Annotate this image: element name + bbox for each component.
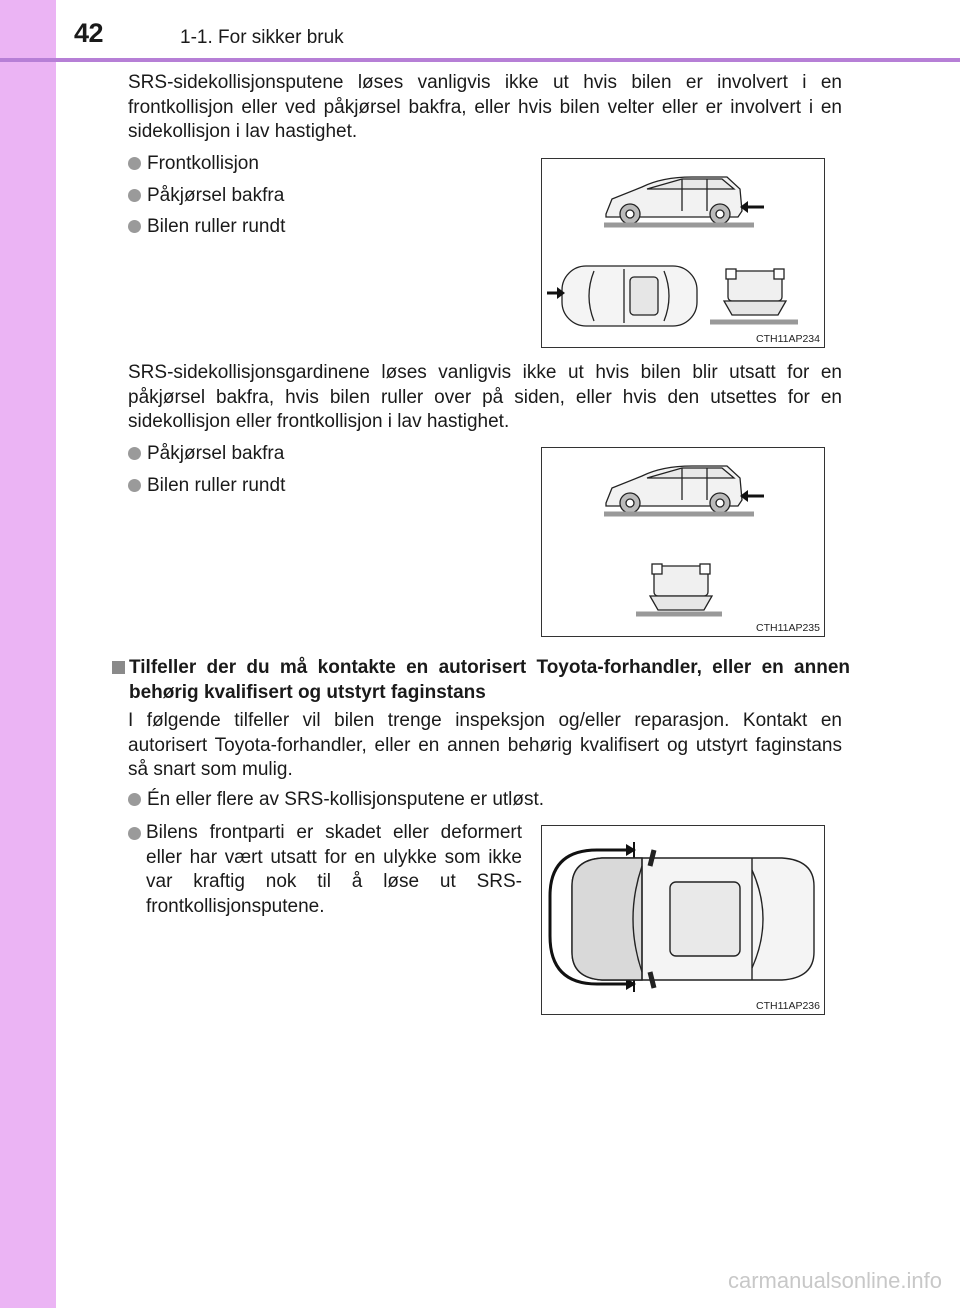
car-top-view-icon	[572, 850, 814, 988]
bullet-icon	[128, 447, 141, 460]
list-item-text: Bilens frontparti er skadet eller deformert eller har vært utsatt for en ulykke som ikke var kraftig nok til å løse ut SRS-frontkollisjonsputene.	[146, 822, 522, 917]
header-side-tab	[0, 0, 56, 58]
figure-code: CTH11AP236	[755, 1000, 820, 1012]
bullet-icon	[128, 220, 141, 233]
watermark: carmanualsonline.info	[727, 1268, 942, 1293]
paragraph-inspection: I følgende tilfeller vil bilen trenge inspeksjon og/eller reparasjon. Kontakt en autorisert Toyota-forhandler, eller en annen behørig kvalifisert og utstyrt faginstans så snart som mulig.	[128, 710, 842, 780]
list-item	[128, 152, 259, 177]
car-illustration	[542, 448, 824, 636]
list-item-text: Bilen ruller rundt	[147, 475, 286, 496]
list-item-text: Påkjørsel bakfra	[147, 443, 285, 464]
list-item	[128, 821, 522, 919]
list-item-text: Påkjørsel bakfra	[147, 185, 285, 206]
section-heading	[112, 656, 850, 705]
bullet-icon	[128, 479, 141, 492]
bullet-icon	[128, 827, 141, 840]
list-item-text: Bilen ruller rundt	[147, 216, 286, 237]
figure-code: CTH11AP234	[755, 333, 820, 345]
figure-collision-types-2	[541, 447, 825, 637]
page-header	[0, 0, 960, 58]
list-item-text: Frontkollisjon	[147, 153, 259, 174]
list-item	[128, 184, 284, 209]
section-title: 1-1. For sikker bruk	[180, 27, 344, 48]
heading-text: Tilfeller der du må kontakte en autorisert Toyota-forhandler, eller en annen behørig kvalifisert og utstyrt faginstans	[129, 657, 850, 703]
car-top-view-illustration	[542, 826, 824, 1014]
car-illustration	[542, 159, 824, 347]
figure-front-damage	[541, 825, 825, 1015]
list-item	[128, 474, 285, 499]
paragraph-curtain-airbags: SRS-sidekollisjonsgardinene løses vanligvis ikke ut hvis bilen blir utsatt for en påkjørsel bakfra, hvis bilen ruller over på siden, eller hvis den utsettes for en sidekollisjon eller frontkollisjon i lav hastighet.	[128, 362, 842, 432]
car-side-view-icon	[606, 177, 742, 224]
bullet-icon	[128, 157, 141, 170]
list-item	[128, 215, 285, 240]
figure-code: CTH11AP235	[755, 622, 820, 634]
bullet-icon	[128, 793, 141, 806]
car-top-view-icon	[562, 266, 697, 326]
list-item	[128, 442, 284, 467]
paragraph-side-airbags: SRS-sidekollisjonsputene løses vanligvis ikke ut hvis bilen er involvert i en frontkollisjon eller ved påkjørsel bakfra, eller hvis bilen velter eller er involvert i en sidekollisjon i lav hastighet.	[128, 72, 842, 142]
page-side-tab	[0, 0, 56, 1308]
car-side-view-icon	[606, 466, 742, 513]
heading-square-icon	[112, 661, 125, 674]
car-rollover-icon	[724, 269, 786, 315]
list-item	[128, 788, 544, 813]
list-item-text: Én eller flere av SRS-kollisjonsputene er utløst.	[147, 789, 545, 810]
bullet-icon	[128, 189, 141, 202]
figure-collision-types-1	[541, 158, 825, 348]
header-rule	[0, 58, 960, 62]
car-rollover-icon	[650, 564, 712, 610]
page-number: 42	[74, 18, 104, 48]
